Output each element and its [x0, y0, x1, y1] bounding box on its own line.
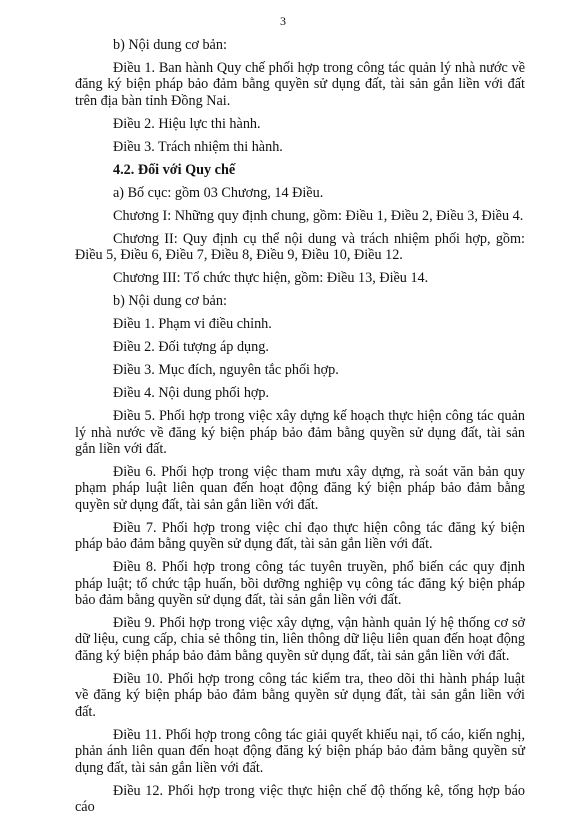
paragraph: Điều 12. Phối hợp trong việc thực hiện chế độ thống kê, tổng hợp báo cáo: [75, 782, 525, 815]
paragraph: a) Bố cục: gồm 03 Chương, 14 Điều.: [113, 184, 324, 201]
paragraph: Điều 5. Phối hợp trong việc xây dựng kế hoạch thực hiện công tác quản lý nhà nước về đăng ký biện pháp bảo đảm bằng quyền sử dụng đất, tài sản gắn liền với đất.: [75, 408, 525, 458]
paragraph: b) Nội dung cơ bản:: [113, 293, 227, 310]
paragraph: Điều 9. Phối hợp trong việc xây dựng, vận hành quản lý hệ thống cơ sở dữ liệu, cung cấp, chia sẻ thông tin, liên thông dữ liệu liên quan đến hoạt động đăng ký biện pháp bảo đảm bằng quyền sử dụng đất, tài sản gắn liền với đất.: [75, 615, 525, 664]
paragraph: Điều 11. Phối hợp trong công tác giải quyết khiếu nại, tố cáo, kiến nghị, phản ánh liên quan đến hoạt động đăng ký biện pháp bảo đảm bằng quyền sử dụng đất, tài sản gắn liền với đất.: [75, 726, 525, 776]
paragraph: Điều 2. Hiệu lực thi hành.: [113, 115, 261, 132]
paragraph: Điều 8. Phối hợp trong công tác tuyên truyền, phổ biến các quy định pháp luật; tổ chức tập huấn, bồi dưỡng nghiệp vụ công tác đăng ký biện pháp bảo đảm bằng quyền sử dụng đất, tài sản gắn liền với đất.: [75, 559, 525, 609]
paragraph: Điều 3. Mục đích, nguyên tắc phối hợp.: [113, 362, 339, 379]
paragraph: b) Nội dung cơ bản:: [113, 37, 227, 53]
paragraph: Điều 1. Phạm vi điều chỉnh.: [113, 316, 272, 333]
paragraph: Điều 4. Nội dung phối hợp.: [113, 385, 270, 402]
paragraph: Điều 1. Ban hành Quy chế phối hợp trong công tác quản lý nhà nước về đăng ký biện pháp bảo đảm bằng quyền sử dụng đất, tài sản gắn liền với đất trên địa bàn tỉnh Đồng Nai.: [75, 60, 525, 109]
paragraph: Chương II: Quy định cụ thể nội dung và trách nhiệm phối hợp, gồm: Điều 5, Điều 6, Điều 7, Điều 8, Điều 9, Điều 10, Điều 12.: [75, 230, 525, 264]
document-body: [75, 37, 525, 822]
paragraph: Điều 6. Phối hợp trong việc tham mưu xây dựng, rà soát văn bản quy phạm pháp luật liên quan đến hoạt động đăng ký biện pháp bảo đảm bằng quyền sử dụng đất, tài sản gắn liền với đất.: [75, 464, 525, 513]
paragraph: Điều 10. Phối hợp trong công tác kiểm tra, theo dõi thi hành pháp luật về đăng ký biện pháp bảo đảm bằng quyền sử dụng đất, tài sản gắn liền với đất.: [75, 670, 525, 720]
paragraph: Điều 3. Trách nhiệm thi hành.: [113, 138, 283, 155]
paragraph: Chương III: Tổ chức thực hiện, gồm: Điều 13, Điều 14.: [113, 270, 429, 287]
page-number: 3: [280, 14, 286, 28]
section-heading: 4.2. Đối với Quy chế: [113, 161, 236, 178]
paragraph: Điều 2. Đối tượng áp dụng.: [113, 339, 269, 356]
paragraph: Điều 7. Phối hợp trong việc chỉ đạo thực hiện công tác đăng ký biện pháp bảo đảm bằng quyền sử dụng đất, tài sản gắn liền với đất.: [75, 519, 525, 553]
paragraph: Chương I: Những quy định chung, gồm: Điều 1, Điều 2, Điều 3, Điều 4.: [113, 207, 524, 224]
